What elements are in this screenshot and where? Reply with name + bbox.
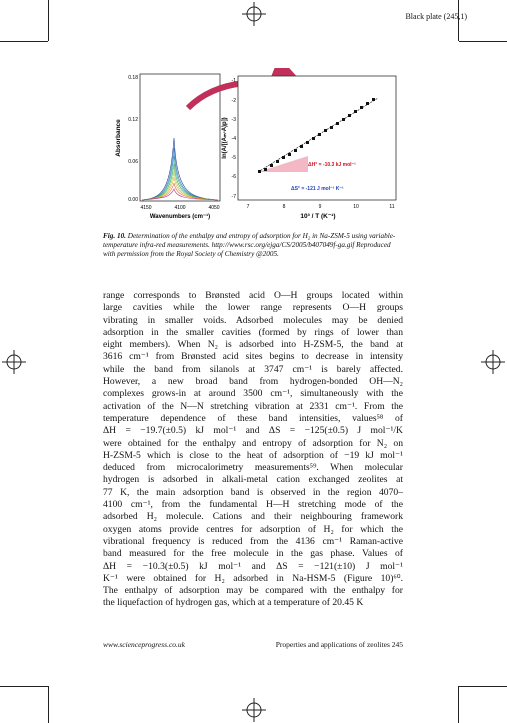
body-line: activation of the N—N stretching vibration at 2331 cm⁻¹. From the xyxy=(103,400,403,412)
right-x-tick: 7 xyxy=(246,204,250,210)
left-x-tick: 4050 xyxy=(208,205,220,211)
entropy-label: ΔS° = -121 J mol⁻¹ K⁻¹ xyxy=(291,186,344,192)
registration-mark-icon xyxy=(242,698,266,722)
body-line: range corresponds to Brønsted acid O—H groups located within xyxy=(103,290,403,301)
body-line: ΔH = −10.3(±0.5) kJ mol⁻¹ and ΔS = −121(±10) J mol⁻¹ xyxy=(103,560,403,572)
left-y-label: Absorbance xyxy=(115,119,122,157)
crop-mark xyxy=(458,686,459,723)
body-line: H-ZSM-5 which is close to the heat of adsorption of −19 kJ mol⁻¹ xyxy=(103,449,403,461)
right-y-tick: -1 xyxy=(231,78,236,84)
body-line: temperature dependence of these band intensities, values⁵⁸ of xyxy=(103,412,403,424)
enthalpy-label: ΔH° = -10.3 kJ mol⁻¹ xyxy=(308,162,356,168)
left-x-label: Wavenumbers (cm⁻¹) xyxy=(149,214,211,220)
body-line: ΔH = −19.7(±0.5) kJ mol⁻¹ and ΔS = −125(±0.5) J mol⁻¹/K xyxy=(103,425,403,437)
plate-label: Black plate (245,1) xyxy=(405,12,467,21)
left-y-tick: 0.06 xyxy=(128,159,138,165)
registration-mark-icon xyxy=(2,350,26,374)
right-y-tick: -5 xyxy=(231,155,236,161)
figure-10 xyxy=(108,68,400,223)
registration-mark-icon xyxy=(242,2,266,26)
right-y-tick: -7 xyxy=(231,194,236,200)
crop-mark xyxy=(48,686,49,723)
right-x-tick: 8 xyxy=(282,204,286,210)
left-x-tick: 4150 xyxy=(140,205,152,211)
crop-mark xyxy=(459,41,507,42)
crop-mark xyxy=(0,41,48,42)
body-line: 3616 cm⁻¹ from Brønsted acid sites begins to decrease in intensity xyxy=(103,351,403,363)
body-line: 4100 cm⁻¹, from the fundamental H—H stretching mode of the xyxy=(103,499,403,511)
figure-caption xyxy=(103,232,403,260)
left-y-tick: 0.00 xyxy=(128,197,138,203)
body-line: K⁻¹ were obtained for H₂ adsorbed in Na-HSM-5 (Figure 10)⁶⁰. xyxy=(103,572,403,584)
body-line: complexes grows-in at around 3500 cm⁻¹, simultaneously with the xyxy=(103,388,403,400)
body-line: oxygen atoms provide centres for adsorption of H₂ for which the xyxy=(103,523,403,535)
caption-source: http://www.rsc.org/ejga/CS/2005/b407049f-ga.gif Reproduced with permission from the Royal Society of Chemistry @2005. xyxy=(103,241,391,259)
body-line: eight members). When N₂ is adsorbed into H-ZSM-5, the band at xyxy=(103,339,403,351)
body-line: were obtained for the enthalpy and entropy of adsorption for N₂ on xyxy=(103,437,403,449)
crop-mark xyxy=(48,0,49,41)
body-line: deduced from microcalorimetry measurements⁵⁹. When molecular xyxy=(103,462,403,474)
vanthoff-frame xyxy=(238,76,396,200)
body-line: hydrogen is adsorbed in alkali-metal cation exchanged zeolites at xyxy=(103,474,403,486)
body-line: band measured for the free molecule in the gas phase. Values of xyxy=(103,548,403,560)
body-line: large cavities while the lower range represents O—H groups xyxy=(103,302,403,314)
left-x-tick: 4100 xyxy=(174,205,186,211)
right-y-label: ln(A/[(Aₘ-A)p]) xyxy=(222,117,228,159)
right-y-tick: -6 xyxy=(231,174,236,180)
right-y-tick: -2 xyxy=(231,98,236,104)
right-x-label: 10³ / T (K⁻¹) xyxy=(300,213,336,220)
body-text xyxy=(103,290,403,610)
registration-mark-icon xyxy=(481,350,505,374)
footer-running-title: Properties and applications of zeolites 245 xyxy=(275,640,403,649)
crop-mark xyxy=(0,686,48,687)
right-y-tick: -4 xyxy=(231,136,236,142)
body-line: while the band from silanols at 3747 cm⁻¹ is barely affected. xyxy=(103,363,403,375)
body-line: 77 K, the main adsorption band is observed in the region 4070– xyxy=(103,486,403,498)
body-line: vibrational frequency is reduced from the 4136 cm⁻¹ Raman-active xyxy=(103,535,403,547)
body-line: adsorption in the smaller cavities (formed by rings of lower than xyxy=(103,326,403,338)
caption-label: Fig. 10. xyxy=(103,232,126,240)
left-y-tick: 0.12 xyxy=(128,117,138,123)
crop-mark xyxy=(459,686,507,687)
caption-text: Determination of the enthalpy and entropy of adsorption for H₂ in Na-ZSM-5 using variable-temperature infra-red measurements. xyxy=(103,232,396,250)
body-line: the liquefaction of hydrogen gas, which at a temperature of 20.45 K xyxy=(103,597,364,609)
right-x-tick: 10 xyxy=(353,204,359,210)
body-line: The enthalpy of adsorption may be compared with the enthalpy for xyxy=(103,585,403,597)
right-x-tick: 9 xyxy=(318,204,322,210)
page-footer xyxy=(103,640,403,649)
left-y-tick: 0.18 xyxy=(128,75,138,81)
body-line: However, a new broad band from hydrogen-bonded OH—N₂ xyxy=(103,376,403,388)
body-line: adsorbed H₂ molecule. Cations and their neighbouring framework xyxy=(103,511,403,523)
right-x-tick: 11 xyxy=(389,204,395,210)
right-y-tick: -3 xyxy=(231,117,236,123)
footer-url: www.scienceprogress.co.uk xyxy=(103,640,185,649)
body-line: vibrating in smaller voids. Adsorbed molecules may be denied xyxy=(103,314,403,326)
